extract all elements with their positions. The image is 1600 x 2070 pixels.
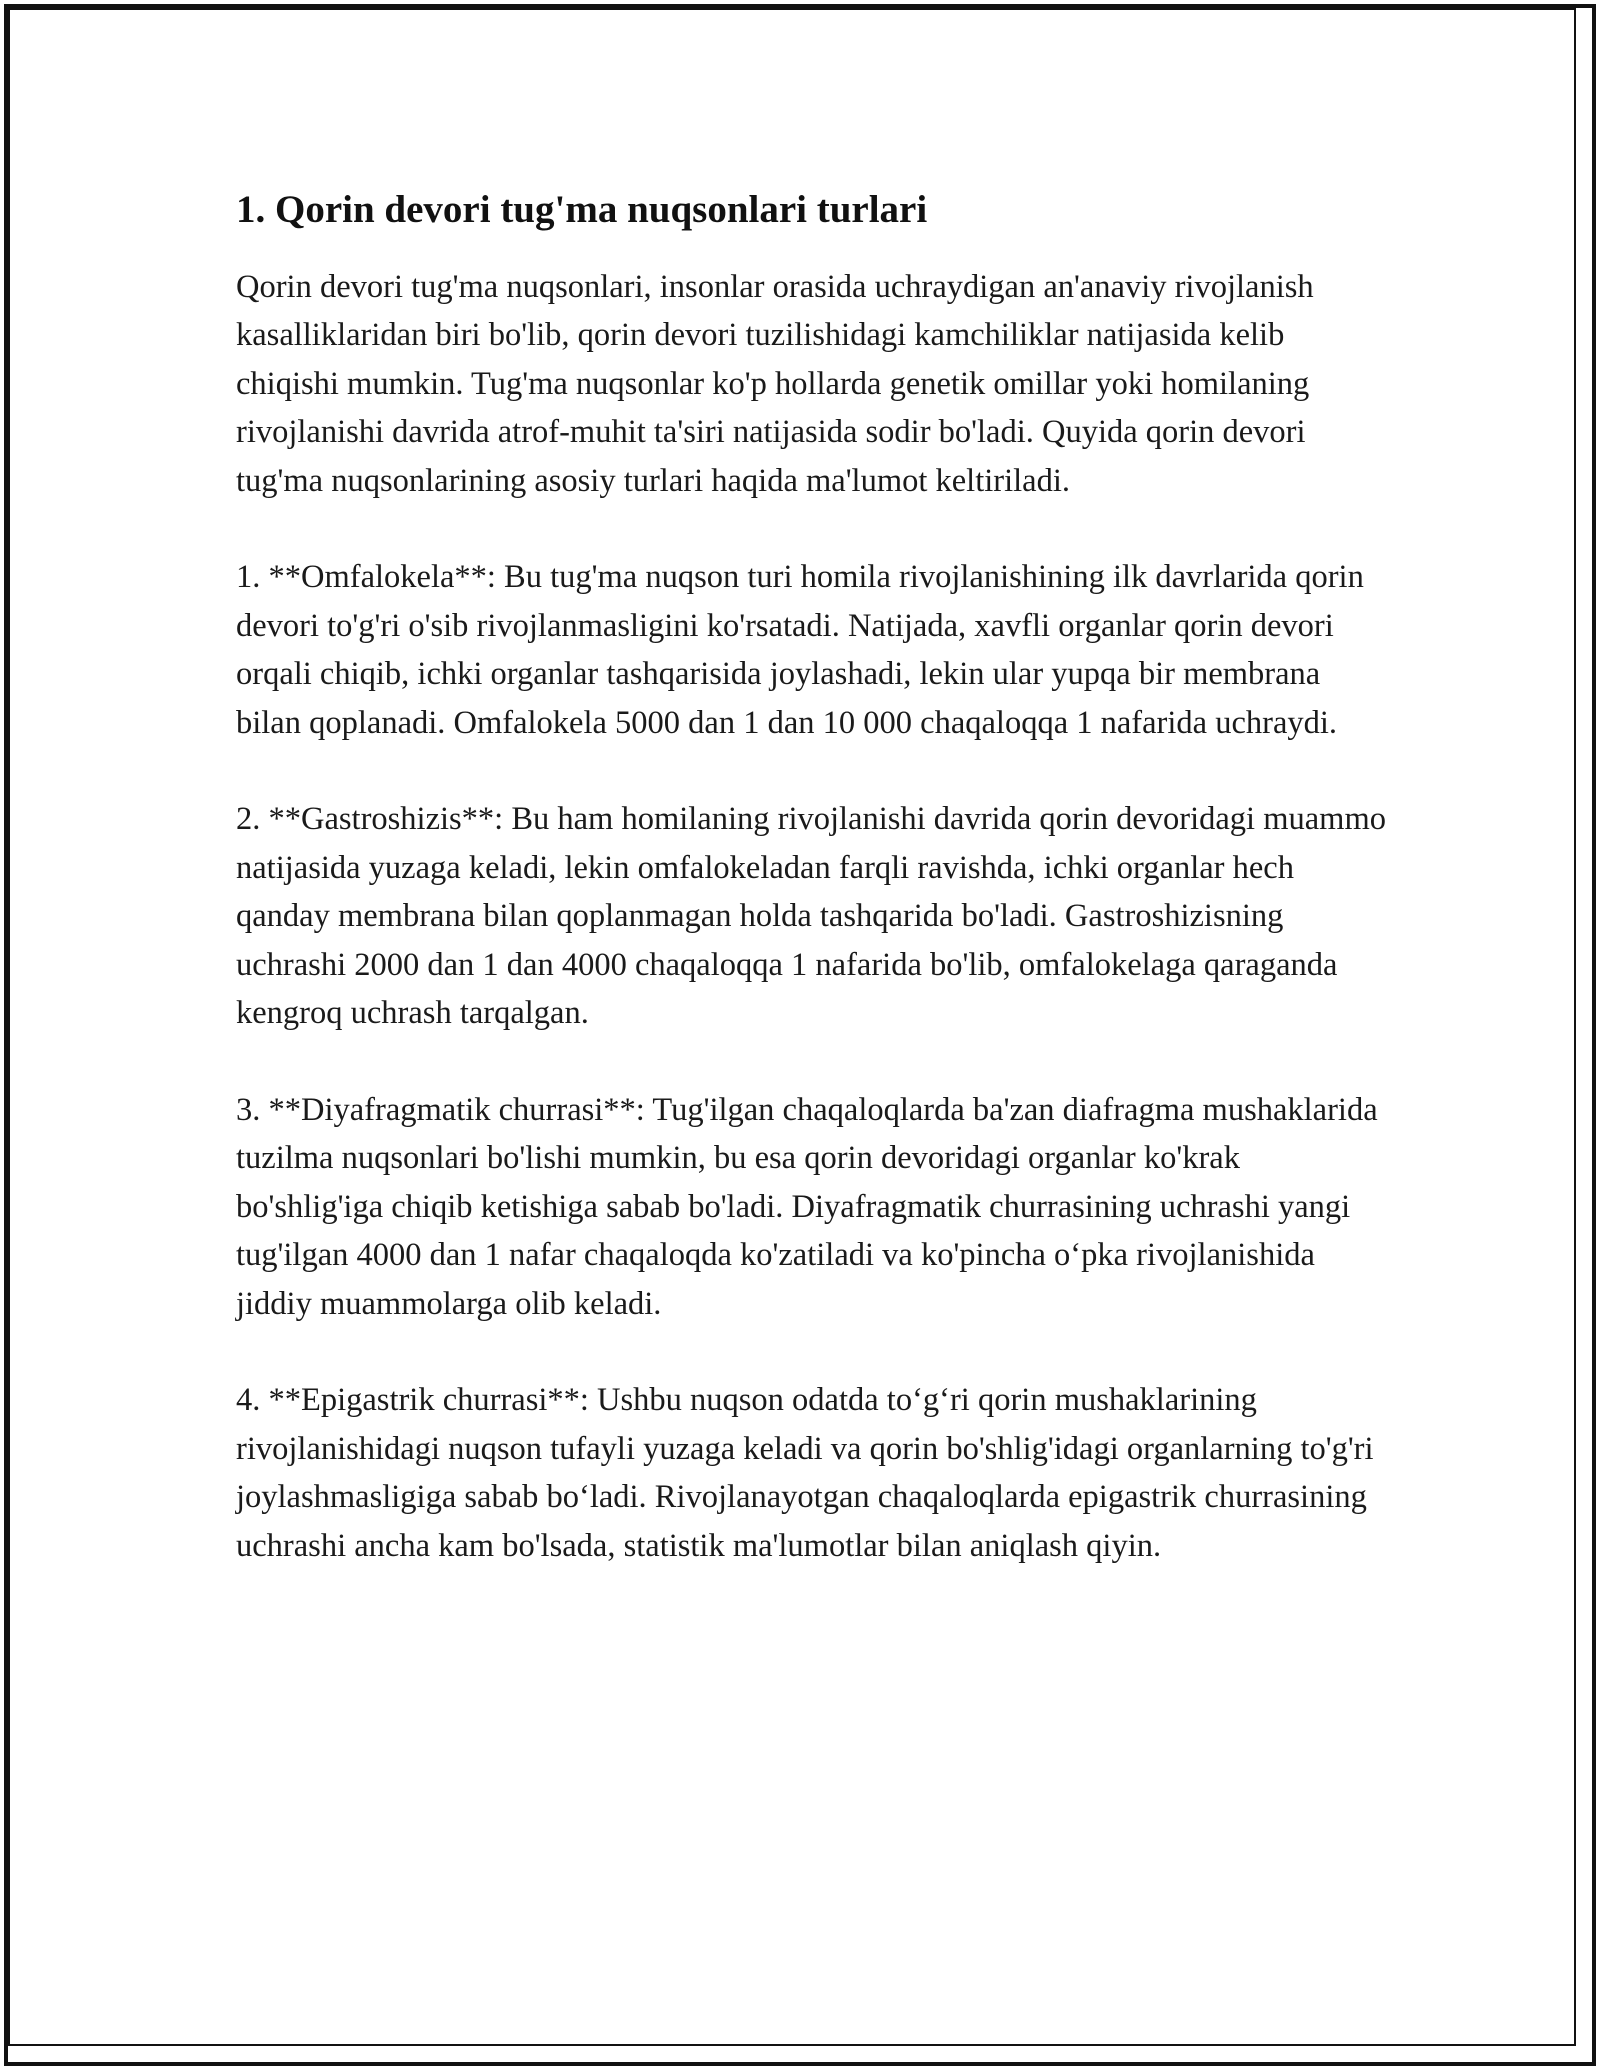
paragraph-omfalokela: 1. **Omfalokela**: Bu tug'ma nuqson turi homila rivojlanishining ilk davrlarida qorin devori to'g'ri o'sib rivojlanmasligini ko'rsatadi. Natijada, xavfli organlar qorin devori orqali chiqib, ichki organlar tashqarisida joylashadi, lekin ular yupqa bir membrana bilan qoplanadi. Omfalokela 5000 dan 1 dan 10 000 chaqaloqqa 1 nafarida uchraydi. (236, 559, 1364, 741)
paragraph-gastroshizis: 2. **Gastroshizis**: Bu ham homilaning rivojlanishi davrida qorin devoridagi muammo natijasida yuzaga keladi, lekin omfalokeladan farqli ravishda, ichki organlar hech qanday membrana bilan qoplanmagan holda tashqarida bo'ladi. Gastroshizisning uchrashi 2000 dan 1 dan 4000 chaqaloqqa 1 nafarida bo'lib, omfalokelaga qaraganda kengroq uchrash tarqalgan. (236, 801, 1386, 1032)
paragraph-epigastrik-churrasi: 4. **Epigastrik churrasi**: Ushbu nuqson odatda to‘g‘ri qorin mushaklarining rivojlanishidagi nuqson tufayli yuzaga keladi va qorin bo'shlig'idagi organlarning to'g'ri joylashmasligiga sabab bo‘ladi. Rivojlanayotgan chaqaloqlarda epigastrik churrasining uchrashi ancha kam bo'lsada, statistik ma'lumotlar bilan aniqlash qiyin. (236, 1382, 1374, 1564)
document-body (236, 186, 1386, 1618)
paragraph-diyafragmatik-churrasi: 3. **Diyafragmatik churrasi**: Tug'ilgan chaqaloqlarda ba'zan diafragma mushaklarida tuzilma nuqsonlari bo'lishi mumkin, bu esa qorin devoridagi organlar ko'krak bo'shlig'iga chiqib ketishiga sabab bo'ladi. Diyafragmatik churrasining uchrashi yangi tug'ilgan 4000 dan 1 nafar chaqaloqda ko'zatiladi va ko'pincha o‘pka rivojlanishida jiddiy muammolarga olib keladi. (236, 1091, 1378, 1322)
section-heading: 1. Qorin devori tug'ma nuqsonlari turlari (236, 188, 928, 231)
intro-paragraph: Qorin devori tug'ma nuqsonlari, insonlar orasida uchraydigan an'anaviy rivojlanish kasalliklaridan biri bo'lib, qorin devori tuzilishidagi kamchiliklar natijasida kelib chiqishi mumkin. Tug'ma nuqsonlar ko'p hollarda genetik omillar yoki homilaning rivojlanishi davrida atrof-muhit ta'siri natijasida sodir bo'ladi. Quyida qorin devori tug'ma nuqsonlarining asosiy turlari haqida ma'lumot keltiriladi. (236, 268, 1314, 499)
